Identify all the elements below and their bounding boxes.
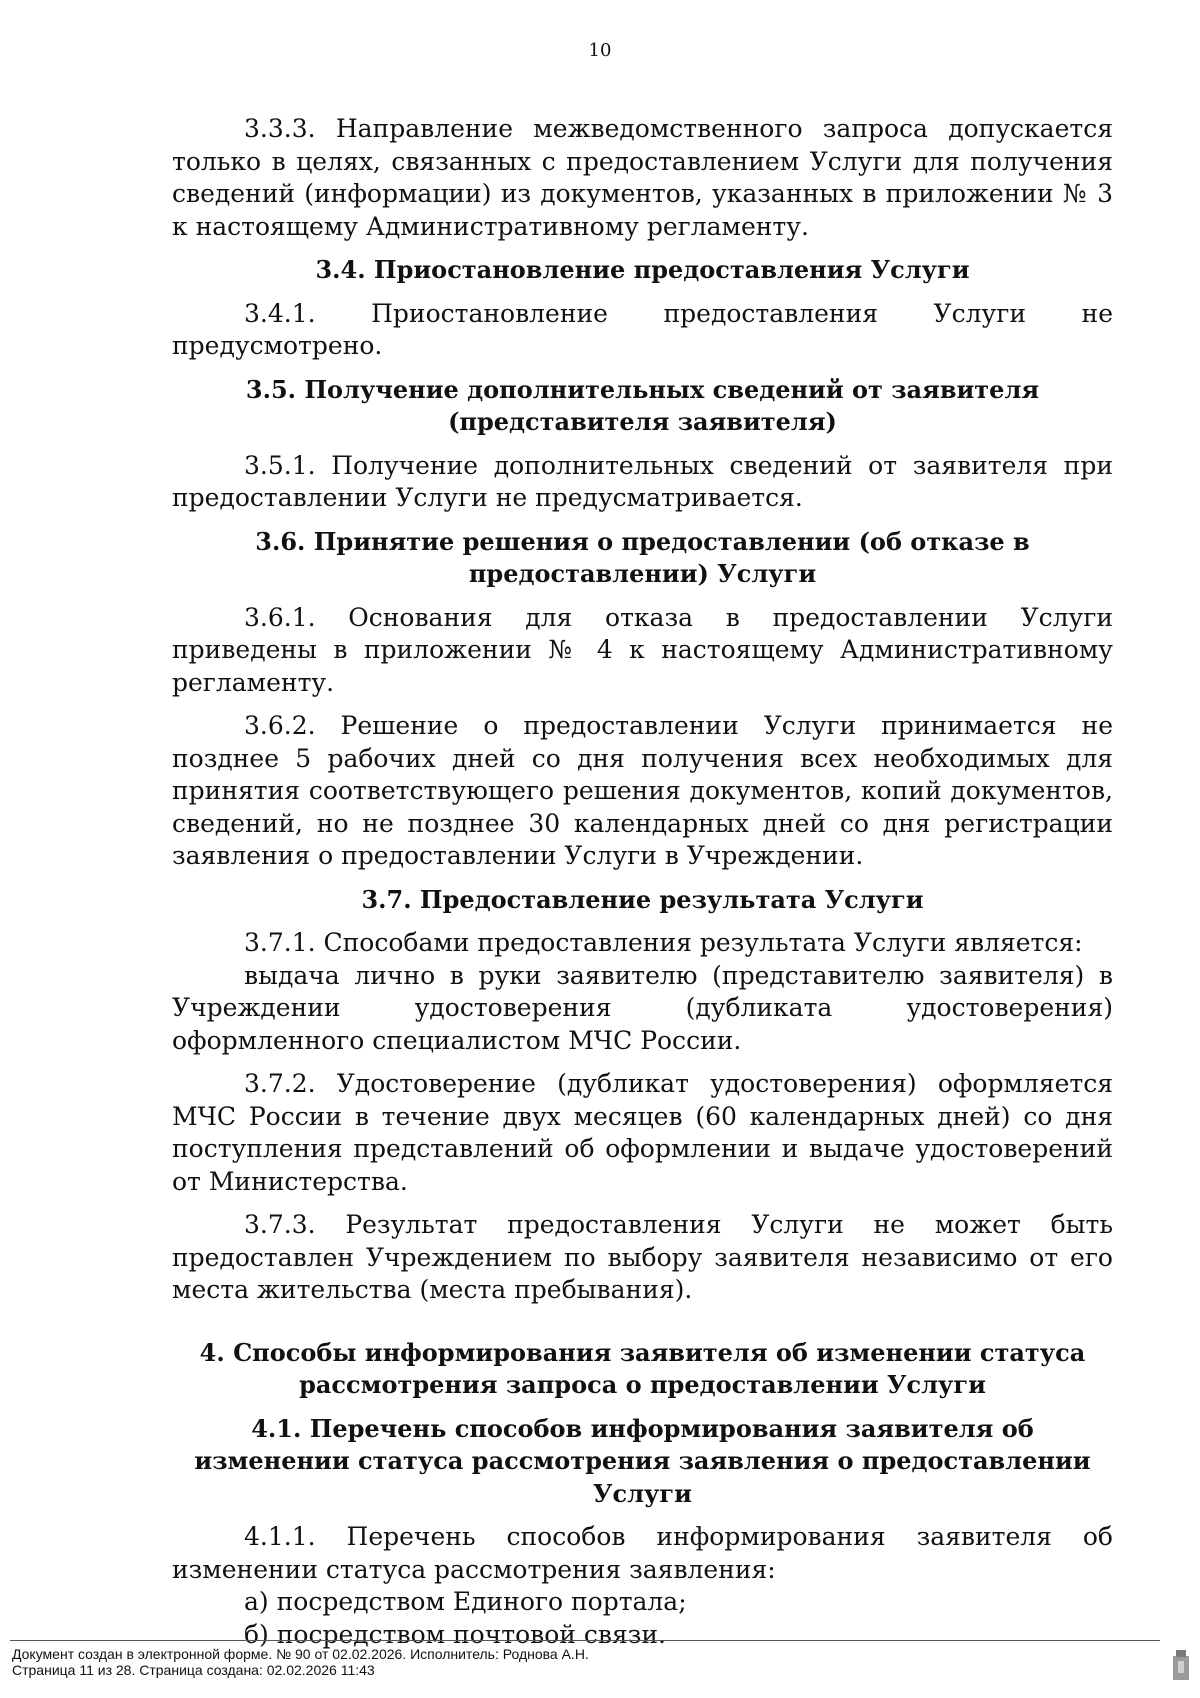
paragraph-3-4-1: 3.4.1. Приостановление предоставления Услуги не предусмотрено. bbox=[172, 298, 1113, 360]
paragraph-4-1-1: 4.1.1. Перечень способов информирования заявителя об изменении статуса рассмотрения заявления: bbox=[172, 1522, 1113, 1584]
list-item-b: б) посредством почтовой связи. bbox=[244, 1619, 666, 1649]
emblem-icon bbox=[1172, 1648, 1190, 1682]
footer-line-1: Документ создан в электронной форме. № 90 от 02.02.2026. Исполнитель: Роднова А.Н. bbox=[12, 1646, 589, 1662]
heading-3-6: 3.6. Принятие решения о предоставлении (об отказе в предоставлении) Услуги bbox=[255, 526, 1030, 588]
paragraph-3-7-1-item: выдача лично в руки заявителю (представителю заявителя) в Учреждении удостоверения (дубликата удостоверения) оформленного специалистом МЧС России. bbox=[172, 960, 1113, 1055]
page-number: 10 bbox=[588, 40, 612, 61]
list-item-a: а) посредством Единого портала; bbox=[244, 1587, 687, 1616]
paragraph-3-7-1: 3.7.1. Способами предоставления результата Услуги является: bbox=[244, 928, 1083, 957]
heading-3-4: 3.4. Приостановление предоставления Услуги bbox=[315, 255, 970, 284]
heading-3-5: 3.5. Получение дополнительных сведений от заявителя (представителя заявителя) bbox=[245, 374, 1040, 436]
paragraph-3-6-1: 3.6.1. Основания для отказа в предоставлении Услуги приведены в приложении № 4 к настоящему Административному регламенту. bbox=[172, 602, 1113, 697]
document-body bbox=[172, 113, 1113, 1651]
paragraph-3-7-3: 3.7.3. Результат предоставления Услуги не может быть предоставлен Учреждением по выбору заявителя независимо от его места жительства (места пребывания). bbox=[172, 1210, 1113, 1304]
paragraph-3-3-3: 3.3.3. Направление межведомственного запроса допускается только в целях, связанных с предоставлением Услуги для получения сведений (информации) из документов, указанных в приложении № 3 к настоящему Административному регламенту. bbox=[172, 114, 1113, 241]
paragraph-3-6-2: 3.6.2. Решение о предоставлении Услуги принимается не позднее 5 рабочих дней со дня получения всех необходимых для принятия соответствующего решения документов, копий документов, сведений, но не позднее 30 календарных дней со дня регистрации заявления о предоставлении Услуги в Учреждении. bbox=[172, 711, 1113, 870]
paragraph-3-7-2: 3.7.2. Удостоверение (дубликат удостоверения) оформляется МЧС России в течение двух месяцев (60 календарных дней) со дня поступления представлений об оформлении и выдаче удостоверений от Министерства. bbox=[172, 1069, 1113, 1196]
footer-line-2: Страница 11 из 28. Страница создана: 02.02.2026 11:43 bbox=[12, 1662, 375, 1678]
paragraph-3-5-1: 3.5.1. Получение дополнительных сведений от заявителя при предоставлении Услуги не предусматривается. bbox=[172, 450, 1113, 512]
footer-divider bbox=[10, 1640, 1160, 1641]
heading-4-1: 4.1. Перечень способов информирования заявителя об изменении статуса рассмотрения заявления о предоставлении Услуги bbox=[194, 1413, 1091, 1508]
document-footer bbox=[12, 1646, 1112, 1678]
heading-section-4: 4. Способы информирования заявителя об изменении статуса рассмотрения запроса о предоставлении Услуги bbox=[199, 1337, 1086, 1399]
heading-3-7: 3.7. Предоставление результата Услуги bbox=[361, 884, 924, 914]
